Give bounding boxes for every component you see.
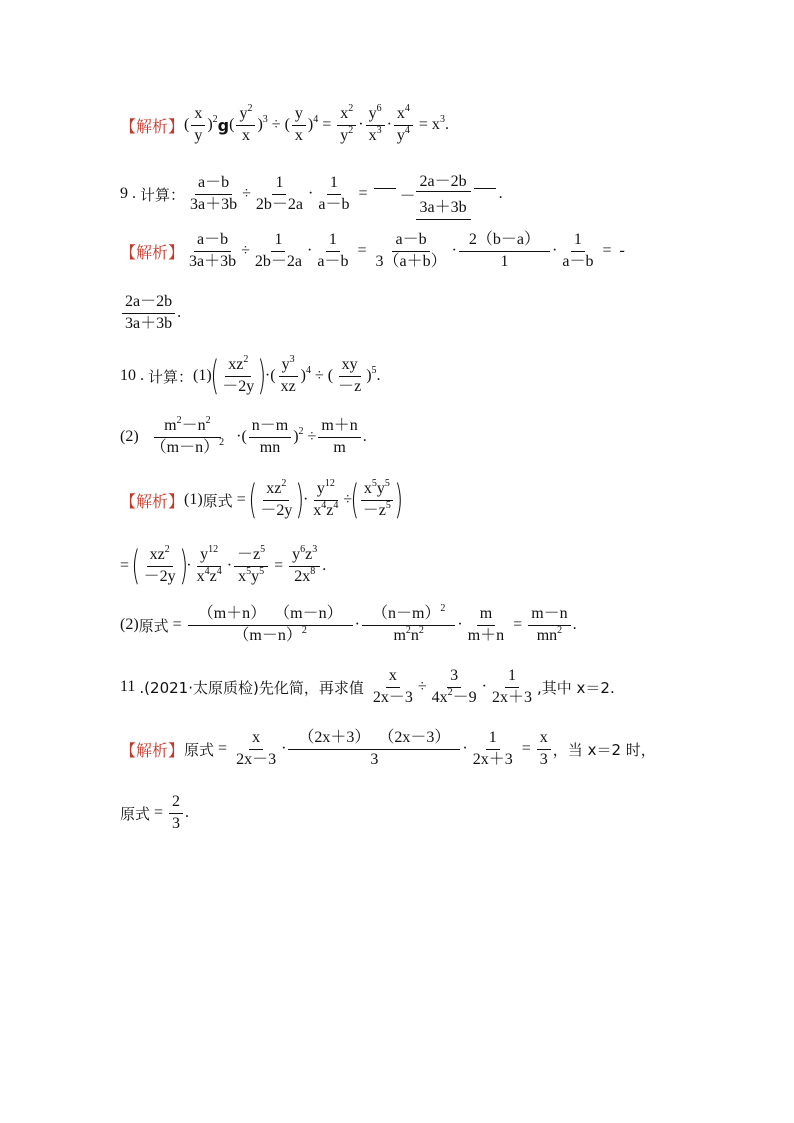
problem-10-part2: (2) $\frac{m^2-n^2}{(m-n)^2}$ ·( $\frac{n-m}{mn}$ )$^2$ ÷ $\frac{m+n}{m}$ .: [120, 415, 367, 456]
final-answer: $\frac{2}{3}$: [169, 794, 183, 833]
analysis-tag: 【解析】: [120, 118, 185, 136]
solution-8: 【解析】 ( $\frac{x}{y}$ )$^2$ g ( $\frac{y^2}{x}$ )$^3$ ÷ ( $\frac{y}{x}$ )$^4$ = $\frac{x^2}{y^2}$ · $\frac{y^6}{x^3}$ · $\frac{x^4}{y^4}$ = $x^3$.: [120, 103, 449, 144]
answer-9: $\frac{2a-2b}{3a+3b}$: [416, 168, 471, 220]
solution-10-part2: (2) 原式 = $\frac{(m+n) (m-n)}{(m-n)^2}$ · $\frac{(n-m)^2}{m^2n^2}$ · $\frac{m}{m+n}$ = $\frac{m-n}{mn^2}$ .: [120, 603, 577, 644]
solution-9: 【解析】 $\frac{a-b}{3a+3b}$ ÷ $\frac{1}{2b-2a}$ · $\frac{1}{a-b}$ = $\frac{a-b}{3(a+b)}$ · $\frac{2(b-a)}{1}$ · $\frac{1}{a-b}$ = -: [120, 231, 625, 270]
problem-10: 10 . 计算： (1) ( $\frac{xz^2}{-2y}$ ) ·( $\frac{y^3}{xz}$ )$^4$ ÷ ( $\frac{xy}{-z}$ )$^5$.: [120, 353, 381, 399]
compute-label: 计算：: [140, 185, 186, 204]
solution-9-result: $\frac{2a-2b}{3a+3b}$ .: [120, 294, 181, 333]
solution-11-result: 原式 = $\frac{2}{3}$ .: [120, 793, 190, 832]
solution-10: 【解析】 (1) 原式 = ( $\frac{xz^2}{-2y}$ ) · $\frac{y^{12}}{x^4z^4}$ ÷ ( $\frac{x^5y^5}{-z^5}$ ): [120, 477, 403, 523]
solution-11: 【解析】 原式 = $\frac{x}{2x-3}$ · $\frac{(2x+3) (2x-3)}{3}$ · $\frac{1}{2x+3}$ = $\frac{x}{3}$ ，当 x＝2 时，: [120, 729, 656, 768]
problem-11: 11 .(2021·太原质检)先化简，再求值 $\frac{x}{2x-3}$ ÷ $\frac{3}{4x^2-9}$ · $\frac{1}{2x+3}$ ,其中 x＝2.: [120, 667, 615, 706]
problem-9: 9 . 计算： $\frac{a-b}{3a+3b}$ ÷ $\frac{1}{2b-2a}$ · $\frac{1}{a-b}$ = － $\frac{2a-2b}{3a+3b}$ .: [120, 168, 503, 220]
solution-10-step: = ( $\frac{xz^2}{-2y}$ ) · $\frac{y^{12}}{x^4z^4}$ · $\frac{-z^5}{x^5y^5}$ = $\frac{y^6z^3}{2x^8}$ .: [120, 543, 327, 589]
problem-number: 9: [120, 185, 128, 202]
